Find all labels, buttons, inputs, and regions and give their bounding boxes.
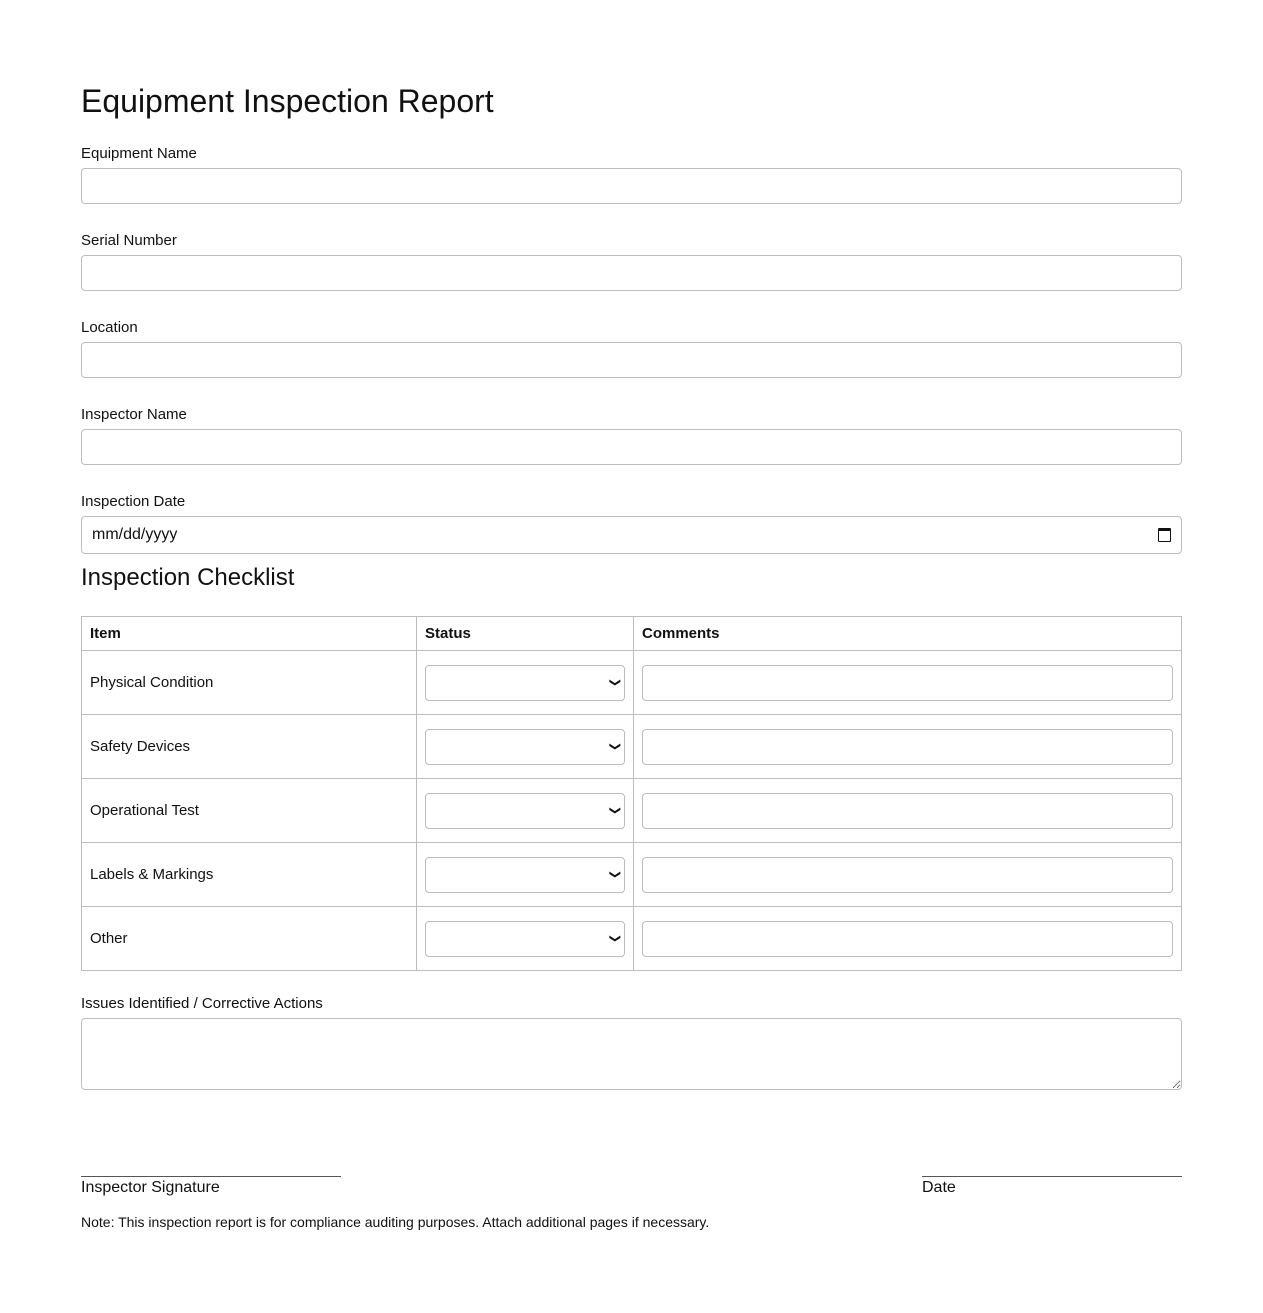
page-title: Equipment Inspection Report	[81, 83, 494, 119]
table-row	[82, 843, 1182, 907]
equipment-name-label: Equipment Name	[81, 145, 197, 162]
status-select[interactable]	[425, 921, 625, 957]
comment-input[interactable]	[642, 921, 1173, 957]
inspection-date-input[interactable]	[81, 516, 1182, 554]
table-row	[82, 651, 1182, 715]
serial-number-input[interactable]	[81, 255, 1182, 291]
date-signature-line: Date	[922, 1176, 1182, 1197]
inspector-signature-line: Inspector Signature	[81, 1176, 341, 1197]
status-select[interactable]	[425, 729, 625, 765]
comment-input[interactable]	[642, 665, 1173, 701]
footer-note: Note: This inspection report is for compliance auditing purposes. Attach additional pages if necessary.	[81, 1214, 710, 1230]
chevron-down-icon: ❯	[608, 741, 621, 752]
column-header-item: Item	[82, 617, 417, 651]
table-row	[82, 779, 1182, 843]
date-placeholder: mm/dd/yyyy	[92, 526, 178, 543]
table-header-row	[82, 617, 1182, 651]
item-name: Safety Devices	[82, 715, 417, 779]
comment-input[interactable]	[642, 857, 1173, 893]
checklist-heading: Inspection Checklist	[81, 564, 295, 591]
chevron-down-icon: ❯	[608, 805, 621, 816]
equipment-name-input[interactable]	[81, 168, 1182, 204]
table-row	[82, 907, 1182, 971]
checklist-table	[81, 616, 1182, 971]
column-header-comments: Comments	[634, 617, 1182, 651]
location-input[interactable]	[81, 342, 1182, 378]
item-name: Other	[82, 907, 417, 971]
comment-input[interactable]	[642, 793, 1173, 829]
issues-textarea[interactable]	[81, 1018, 1182, 1090]
item-name: Operational Test	[82, 779, 417, 843]
comment-input[interactable]	[642, 729, 1173, 765]
column-header-status: Status	[417, 617, 634, 651]
chevron-down-icon: ❯	[608, 933, 621, 944]
item-name: Physical Condition	[82, 651, 417, 715]
status-select[interactable]	[425, 857, 625, 893]
issues-label: Issues Identified / Corrective Actions	[81, 995, 323, 1012]
status-select[interactable]	[425, 665, 625, 701]
calendar-icon[interactable]	[1158, 528, 1171, 542]
chevron-down-icon: ❯	[608, 677, 621, 688]
item-name: Labels & Markings	[82, 843, 417, 907]
serial-number-label: Serial Number	[81, 232, 177, 249]
inspection-date-label: Inspection Date	[81, 493, 186, 510]
table-row	[82, 715, 1182, 779]
chevron-down-icon: ❯	[608, 869, 621, 880]
inspector-name-label: Inspector Name	[81, 406, 187, 423]
inspector-name-input[interactable]	[81, 429, 1182, 465]
location-label: Location	[81, 319, 138, 336]
status-select[interactable]	[425, 793, 625, 829]
